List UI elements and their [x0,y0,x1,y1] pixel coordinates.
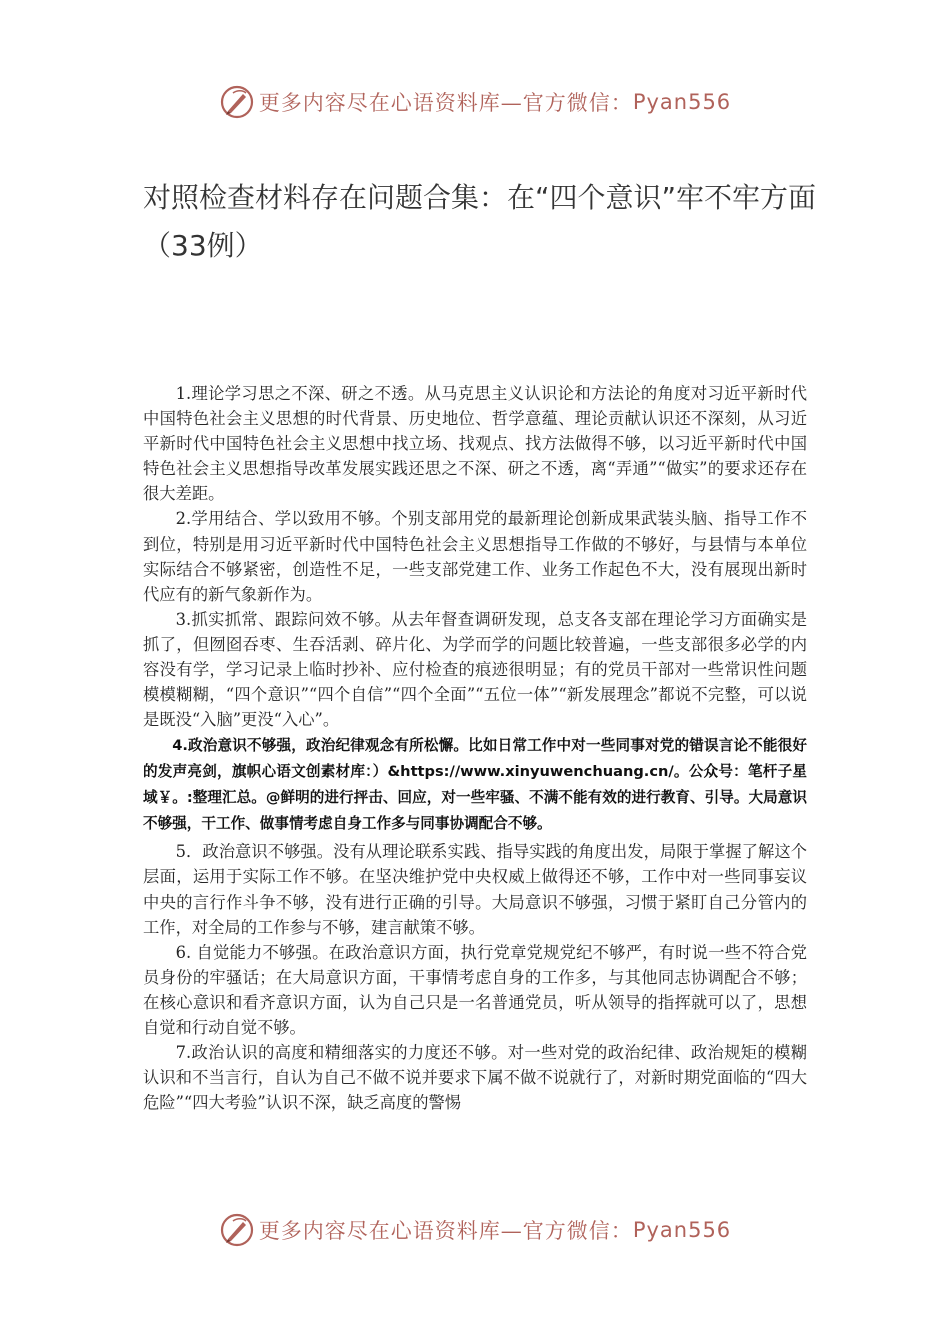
footer-banner [0,1210,950,1250]
document-body [143,381,807,1115]
paragraph-5: 5．政治意识不够强。没有从理论联系实践、指导实践的角度出发，局限于掌握了解这个层面，运用于实际工作不够。在坚决维护党中央权威上做得还不够，工作中对一些同事妄议中央的言行作斗争不够，没有进行正确的引导。大局意识不够强，习惯于紧盯自己分管内的工作，对全局的工作参与不够，建言献策不够。 [143,842,807,937]
paragraph-4: 4.政治意识不够强，政治纪律观念有所松懈。比如日常工作中对一些同事对党的错误言论不能很好的发声亮剑，旗帜心语文创素材库：）&https://www.xinyuwenchuang.cn/。公众号：笔杆子星域￥。:整理汇总。@鲜明的进行抨击、回应，对一些牢骚、不满不能有效的进行教育、引导。大局意识不够强，干工作、做事情考虑自身工作多与同事协调配合不够。 [143,737,807,833]
paragraph-1: 1.理论学习思之不深、研之不透。从马克思主义认识论和方法论的角度对习近平新时代中国特色社会主义思想的时代背景、历史地位、哲学意蕴、理论贡献认识还不深刻，从习近平新时代中国特色社会主义思想中找立场、找观点、找方法做得不够，以习近平新时代中国特色社会主义思想指导改革发展实践还思之不深、研之不透，离“弄通”“做实”的要求还存在很大差距。 [143,384,807,504]
banner-text: 更多内容尽在心语资料库—官方微信： [258,91,633,115]
paragraph-2: 2.学用结合、学以致用不够。个别支部用党的最新理论创新成果武装头脑、指导工作不到位，特别是用习近平新时代中国特色社会主义思想指导工作做的不够好，与县情与本单位实际结合不够紧密，创造性不足，一些支部党建工作、业务工作起色不大，没有展现出新时代应有的新气象新作为。 [143,509,807,604]
banner-text: 更多内容尽在心语资料库—官方微信： [258,1219,633,1243]
pen-logo-icon [219,84,255,120]
pen-logo-icon [219,1212,255,1248]
banner-wechat-id: Pyan556 [632,1218,732,1242]
paragraph-6: 6. 自觉能力不够强。在政治意识方面，执行党章党规党纪不够严，有时说一些不符合党员身份的牢骚话；在大局意识方面，干事情考虑自身的工作多，与其他同志协调配合不够；在核心意识和看齐意识方面，认为自己只是一名普通党员，听从领导的指挥就可以了，思想自觉和行动自觉不够。 [143,942,807,1037]
header-banner [0,82,950,122]
document-title: 对照检查材料存在问题合集：在“四个意识”牢不牢方面（33例） [143,181,817,262]
banner-wechat-id: Pyan556 [632,90,732,114]
paragraph-3: 3.抓实抓常、跟踪问效不够。从去年督查调研发现，总支各支部在理论学习方面确实是抓了，但囫囵吞枣、生吞活剥、碎片化、为学而学的问题比较普遍，一些支部很多必学的内容没有学，学习记录上临时抄补、应付检查的痕迹很明显；有的党员干部对一些常识性问题模模糊糊，“四个意识”“四个自信”“四个全面”“五位一体”“新发展理念”都说不完整，可以说是既没“入脑”更没“入心”。 [143,609,807,730]
paragraph-7: 7.政治认识的高度和精细落实的力度还不够。对一些对党的政治纪律、政治规矩的模糊认识和不当言行，自认为自己不做不说并要求下属不做不说就行了，对新时期党面临的“四大危险”“四大考验”认识不深，缺乏高度的警惕 [143,1043,807,1113]
